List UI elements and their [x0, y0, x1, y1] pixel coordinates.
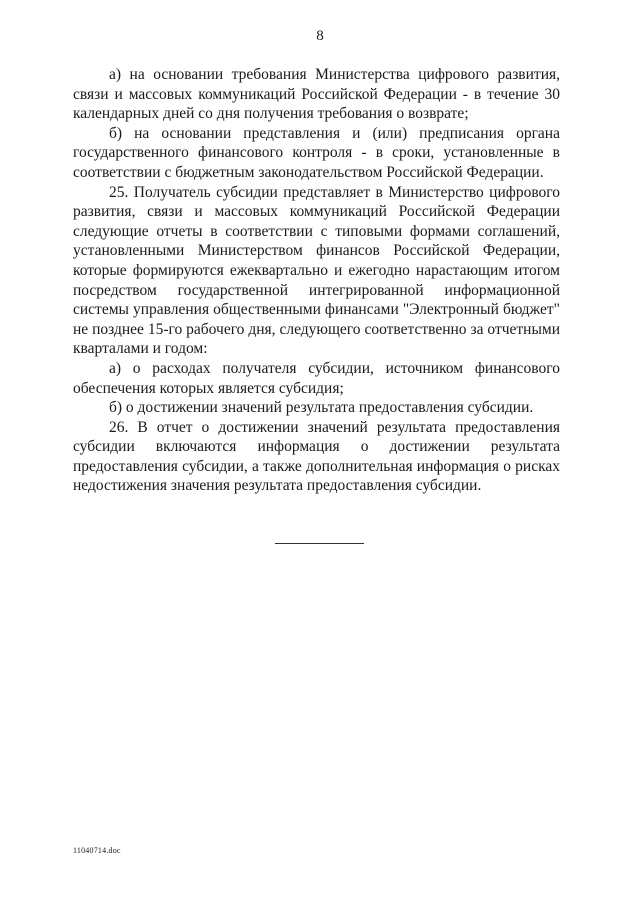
paragraph-b-results-report: б) о достижении значений результата предоставления субсидии.	[109, 399, 534, 417]
paragraph-a-expenses-report: а) о расходах получателя субсидии, источником финансового обеспечения которых является субсидия;	[73, 359, 560, 397]
page-number: 8	[316, 28, 324, 44]
end-separator-line	[275, 543, 364, 544]
paragraph-a-return-on-ministry-request: а) на основании требования Министерства цифрового развития, связи и массовых коммуникаций Российской Федерации - в течение 30 календарных дней со дня получения требования о возврате;	[73, 66, 560, 123]
paragraph-b-return-on-control-order: б) на основании представления и (или) предписания органа государственного финансового контроля - в сроки, установленные в соответствии с бюджетным законодательством Российской Федерации.	[73, 124, 560, 181]
document-file-id: 11040714.doc	[73, 846, 121, 855]
paragraph-25-reporting: 25. Получатель субсидии представляет в Министерство цифрового развития, связи и массовых коммуникаций Российской Федерации следующие отчеты в соответствии с типовыми формами соглашений, установленными Министерством финансов Российской Федерации, которые формируются ежеквартально и ежегодно нарастающим итогом посредством государственной интегрированной информационной системы управления общественными финансами "Электронный бюджет" не позднее 15-го рабочего дня, следующего соответственно за отчетными кварталами и годом:	[73, 183, 560, 358]
document-body	[73, 65, 560, 496]
paragraph-26-report-contents: 26. В отчет о достижении значений результата предоставления субсидии включаются информация о достижении результата предоставления субсидии, а также дополнительная информация о рисках недостижения значения результата предоставления субсидии.	[73, 418, 560, 495]
